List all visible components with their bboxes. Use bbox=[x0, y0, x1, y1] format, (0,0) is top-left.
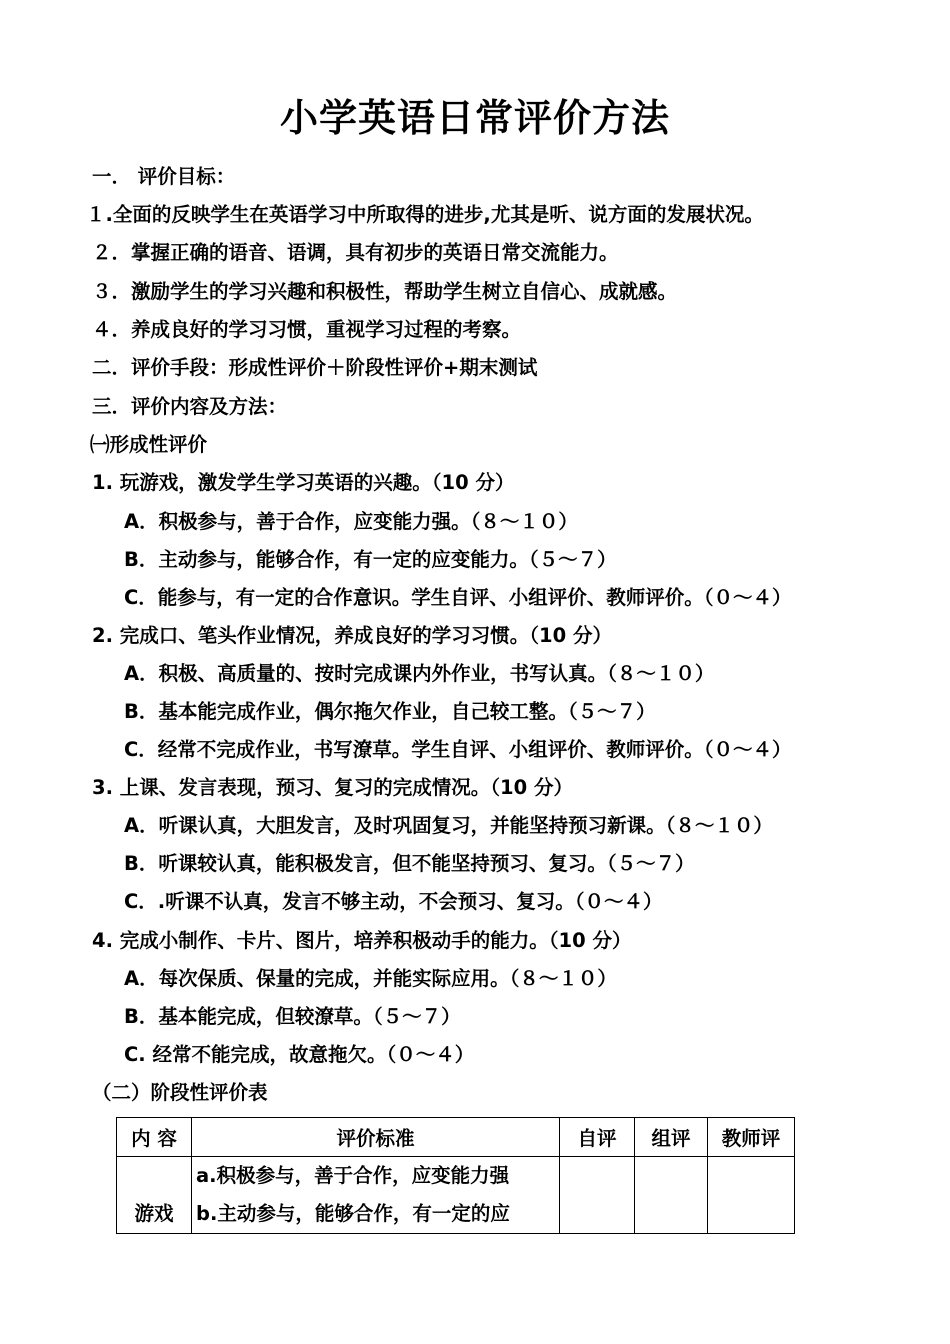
item-2-level-b: B．基本能完成作业，偶尔拖欠作业，自己较工整。（５～７） bbox=[124, 700, 656, 723]
goal-item-2: ２．掌握正确的语音、语调，具有初步的英语日常交流能力。 bbox=[92, 241, 619, 264]
item-1-heading: 1. 玩游戏，激发学生学习英语的兴趣。（10 分） bbox=[92, 471, 515, 494]
item-3-heading: 3. 上课、发言表现，预习、复习的完成情况。（10 分） bbox=[92, 776, 573, 799]
item-4-heading: 4. 完成小制作、卡片、图片，培养积极动手的能力。（10 分） bbox=[92, 929, 632, 952]
item-2-level-a: A．积极、高质量的、按时完成课内外作业，书写认真。（８～１０） bbox=[124, 662, 715, 685]
item-3-level-a: A．听课认真，大胆发言，及时巩固复习，并能坚持预习新课。（８～１０） bbox=[124, 814, 773, 837]
item-1-level-a: A．积极参与，善于合作，应变能力强。（８～１０） bbox=[124, 510, 578, 533]
section-heading-1: 一． 评价目标： bbox=[92, 165, 236, 188]
item-1-level-c: C．能参与，有一定的合作意识。学生自评、小组评价、教师评价。（０～４） bbox=[124, 586, 792, 609]
header-self-eval: 自评 bbox=[560, 1118, 635, 1157]
goal-item-3: ３．激励学生的学习兴趣和积极性，帮助学生树立自信心、成就感。 bbox=[92, 280, 678, 303]
subsection-heading-2: （二）阶段性评价表 bbox=[92, 1081, 268, 1104]
table-row bbox=[117, 1157, 795, 1234]
section-heading-3: 三．评价内容及方法： bbox=[92, 395, 288, 418]
goal-item-1: １.全面的反映学生在英语学习中所取得的进步,尤其是听、说方面的发展状况。 bbox=[86, 203, 764, 226]
item-4-level-a: A．每次保质、保量的完成，并能实际应用。（８～１０） bbox=[124, 967, 617, 990]
item-2-heading: 2. 完成口、笔头作业情况，养成良好的学习习惯。（10 分） bbox=[92, 624, 612, 647]
row-criteria bbox=[192, 1157, 560, 1234]
row-group-eval[interactable] bbox=[635, 1157, 708, 1234]
item-3-level-c: C．.听课不认真，发言不够主动，不会预习、复习。（０～４） bbox=[124, 890, 663, 913]
goal-item-4: ４．养成良好的学习习惯，重视学习过程的考察。 bbox=[92, 318, 522, 341]
item-3-level-b: B．听课较认真，能积极发言，但不能坚持预习、复习。（５～７） bbox=[124, 852, 695, 875]
item-1-level-b: B．主动参与，能够合作，有一定的应变能力。（５～７） bbox=[124, 548, 617, 571]
item-2-level-c: C．经常不完成作业，书写潦草。学生自评、小组评价、教师评价。（０～４） bbox=[124, 738, 792, 761]
header-teacher-eval: 教师评 bbox=[708, 1118, 795, 1157]
criteria-line-a: a.积极参与，善于合作，应变能力强 bbox=[196, 1164, 510, 1187]
header-group-eval: 组评 bbox=[635, 1118, 708, 1157]
stage-evaluation-table bbox=[116, 1117, 795, 1234]
row-self-eval[interactable] bbox=[560, 1157, 635, 1234]
page-title: 小学英语日常评价方法 bbox=[279, 96, 670, 140]
subsection-heading-1: ㈠形成性评价 bbox=[90, 433, 208, 456]
row-content: 游戏 bbox=[117, 1157, 192, 1234]
header-content: 内 容 bbox=[117, 1118, 192, 1157]
section-heading-2: 二．评价手段：形成性评价＋阶段性评价+期末测试 bbox=[92, 356, 538, 379]
header-criteria: 评价标准 bbox=[192, 1118, 560, 1157]
item-4-level-b: B．基本能完成，但较潦草。（５～７） bbox=[124, 1005, 461, 1028]
criteria-line-b: b.主动参与，能够合作，有一定的应 bbox=[196, 1202, 510, 1225]
row-teacher-eval[interactable] bbox=[708, 1157, 795, 1234]
table-header-row bbox=[117, 1118, 795, 1157]
item-4-level-c: C. 经常不能完成，故意拖欠。（０～４） bbox=[124, 1043, 475, 1066]
